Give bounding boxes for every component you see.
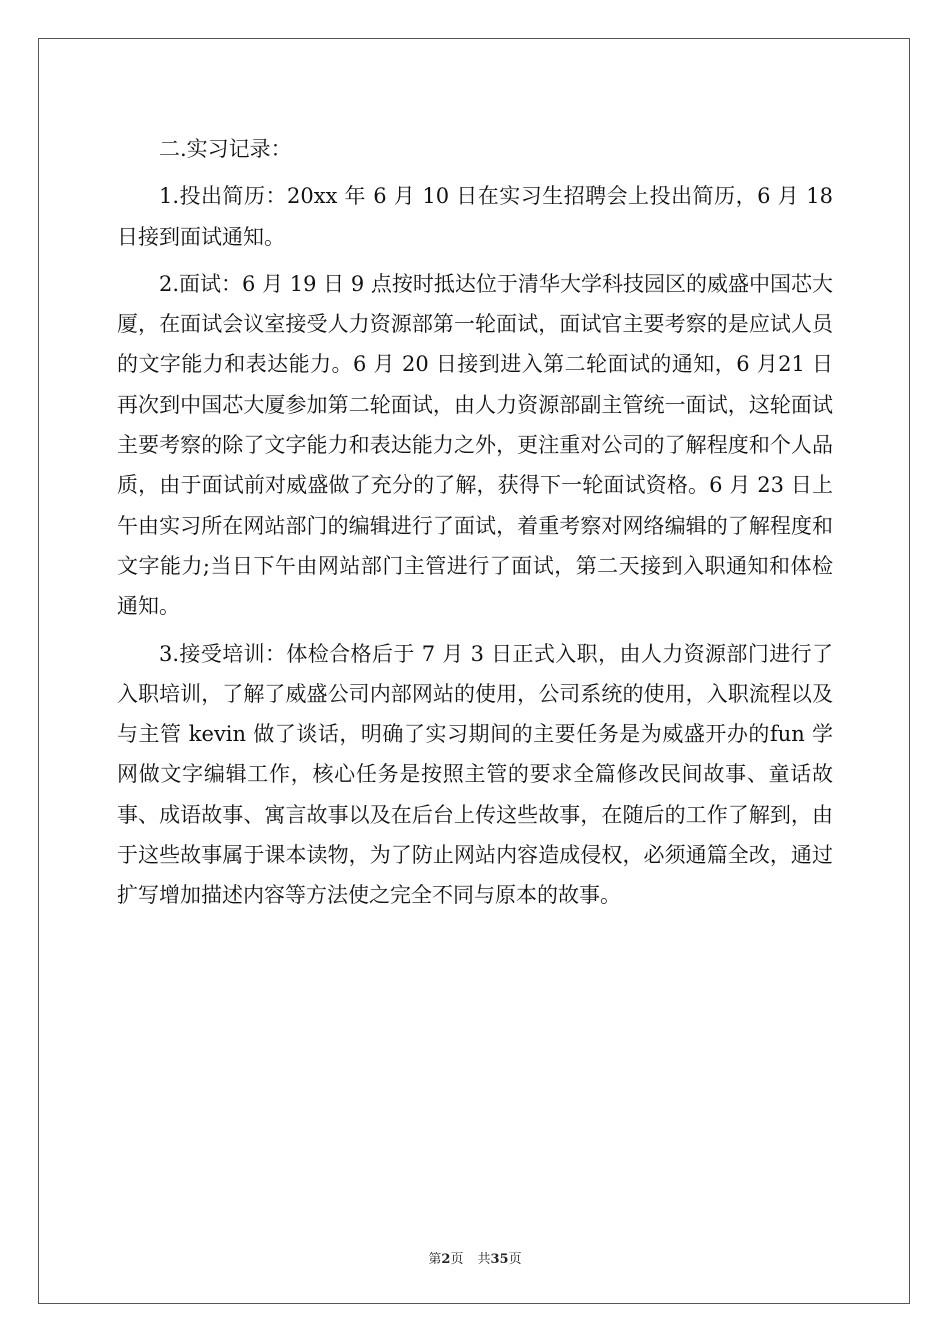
page-suffix: 页 [450,1252,464,1267]
page-prefix: 第 [428,1252,442,1267]
total-suffix: 页 [508,1252,522,1267]
paragraph-training: 3.接受培训：体检合格后于 7 月 3 日正式入职，由人力资源部门进行了入职培训，了解了威盛公司内部网站的使用，公司系统的使用，入职流程以及与主管 kevin 做了谈话，明确了实习期间的主要任务是为威盛开办的fun 学网做文字编辑工作，核心任务是按照主管的要求全篇修改民间故事、童话故事、成语故事、寓言故事以及在后台上传这些故事，在随后的工作了解到，由于这些故事属于课本读物，为了防止网站内容造成侵权，必须通篇全改，通过扩写增加描述内容等方法使之完全不同与原本的故事。 [117,641,833,908]
section-heading: 二.实习记录： [159,137,292,161]
page-number: 2 [441,1252,451,1267]
page-footer [0,1248,950,1267]
total-pages: 35 [490,1252,509,1267]
paragraph-resume: 1.投出简历：20xx 年 6 月 10 日在实习生招聘会上投出简历，6 月 18 日接到面试通知。 [117,184,833,249]
document-body [117,129,833,916]
paragraph-interview: 2.面试：6 月 19 日 9 点按时抵达位于清华大学科技园区的威盛中国芯大厦，在面试会议室接受人力资源部第一轮面试，面试官主要考察的是应试人员的文字能力和表达能力。6 月 20 日接到进入第二轮面试的通知，6 月21 日再次到中国芯大厦参加第二轮面试，由人力资源部副主管统一面试，这轮面试主要考察的除了文字能力和表达能力之外，更注重对公司的了解程度和个人品质，由于面试前对威盛做了充分的了解，获得下一轮面试资格。6 月 23 日上午由实习所在网站部门的编辑进行了面试，着重考察对网络编辑的了解程度和文字能力;当日下午由网站部门主管进行了面试，第二天接到入职通知和体检通知。 [117,271,833,619]
total-prefix: 共 [477,1252,491,1267]
